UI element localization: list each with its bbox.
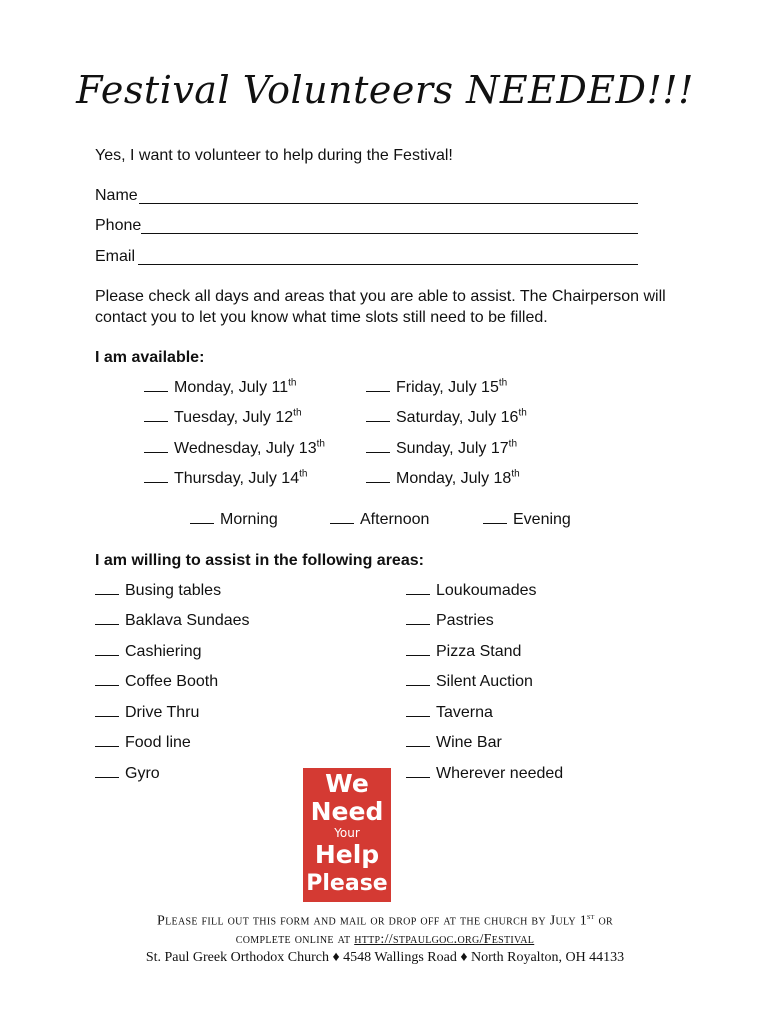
area-checkbox-blank[interactable] [95,733,119,747]
area-option-taverna[interactable]: Taverna [406,703,493,723]
poster-line-need: Need [310,797,384,826]
poster-line-help: Help [314,840,380,869]
day-option-wednesday-13[interactable]: Wednesday, July 13th [144,439,325,459]
availability-heading: I am available: [95,349,205,366]
day-option-sunday-17[interactable]: Sunday, July 17th [366,439,517,459]
day-checkbox-blank[interactable] [144,408,168,422]
day-option-friday-15[interactable]: Friday, July 15th [366,378,507,398]
area-option-loukoumades[interactable]: Loukoumades [406,581,537,601]
festival-website-link[interactable]: http://stpaulgoc.org/Festival [354,932,535,947]
area-checkbox-blank[interactable] [406,642,430,656]
time-checkbox-blank[interactable] [190,510,214,524]
time-checkbox-blank[interactable] [483,510,507,524]
time-option-evening[interactable]: Evening [483,510,571,530]
email-field[interactable] [138,264,638,265]
instructions-line-2: contact you to let you know what time slots still need to be filled. [95,309,548,326]
area-checkbox-blank[interactable] [95,672,119,686]
day-checkbox-blank[interactable] [144,469,168,483]
day-checkbox-blank[interactable] [366,378,390,392]
area-checkbox-blank[interactable] [95,642,119,656]
phone-label: Phone [95,217,142,234]
day-option-thursday-14[interactable]: Thursday, July 14th [144,469,307,489]
day-option-monday-18[interactable]: Monday, July 18th [366,469,520,489]
day-checkbox-blank[interactable] [366,408,390,422]
area-option-wine-bar[interactable]: Wine Bar [406,733,502,753]
area-checkbox-blank[interactable] [95,581,119,595]
poster-line-your: Your [334,826,360,840]
area-checkbox-blank[interactable] [406,703,430,717]
page-title: Festival Volunteers NEEDED!!! [76,68,694,112]
day-option-monday-11[interactable]: Monday, July 11th [144,378,296,398]
areas-heading: I am willing to assist in the following areas: [95,552,424,569]
area-option-drive-thru[interactable]: Drive Thru [95,703,199,723]
area-checkbox-blank[interactable] [406,764,430,778]
area-checkbox-blank[interactable] [95,611,119,625]
day-checkbox-blank[interactable] [144,378,168,392]
time-option-morning[interactable]: Morning [190,510,278,530]
area-checkbox-blank[interactable] [95,764,119,778]
area-option-wherever-needed[interactable]: Wherever needed [406,764,563,784]
area-option-pizza-stand[interactable]: Pizza Stand [406,642,521,662]
area-checkbox-blank[interactable] [406,611,430,625]
area-option-cashiering[interactable]: Cashiering [95,642,201,662]
poster-line-please: Please [306,871,388,896]
area-option-food-line[interactable]: Food line [95,733,191,753]
area-option-baklava-sundaes[interactable]: Baklava Sundaes [95,611,250,631]
footer-instructions-line-1: Please fill out this form and mail or drop off at the church by July 1st or [157,912,613,929]
area-option-silent-auction[interactable]: Silent Auction [406,672,533,692]
area-checkbox-blank[interactable] [406,581,430,595]
day-checkbox-blank[interactable] [144,439,168,453]
footer-instructions-line-2: complete online at http://stpaulgoc.org/Festival [235,932,535,947]
day-checkbox-blank[interactable] [366,439,390,453]
phone-field[interactable] [141,233,638,234]
intro-text: Yes, I want to volunteer to help during the Festival! [95,147,453,164]
area-checkbox-blank[interactable] [406,733,430,747]
day-option-tuesday-12[interactable]: Tuesday, July 12th [144,408,302,428]
area-checkbox-blank[interactable] [406,672,430,686]
poster-line-we: We [325,769,369,798]
area-option-pastries[interactable]: Pastries [406,611,494,631]
day-checkbox-blank[interactable] [366,469,390,483]
church-address: St. Paul Greek Orthodox Church ♦ 4548 Wallings Road ♦ North Royalton, OH 44133 [145,950,625,965]
we-need-your-help-poster [303,768,391,902]
name-field[interactable] [139,203,638,204]
email-label: Email [95,248,136,265]
area-option-gyro[interactable]: Gyro [95,764,160,784]
day-option-saturday-16[interactable]: Saturday, July 16th [366,408,527,428]
time-option-afternoon[interactable]: Afternoon [330,510,429,530]
area-option-busing-tables[interactable]: Busing tables [95,581,221,601]
area-option-coffee-booth[interactable]: Coffee Booth [95,672,218,692]
name-label: Name [95,187,138,204]
time-checkbox-blank[interactable] [330,510,354,524]
instructions-line-1: Please check all days and areas that you are able to assist. The Chairperson will [95,288,666,305]
area-checkbox-blank[interactable] [95,703,119,717]
